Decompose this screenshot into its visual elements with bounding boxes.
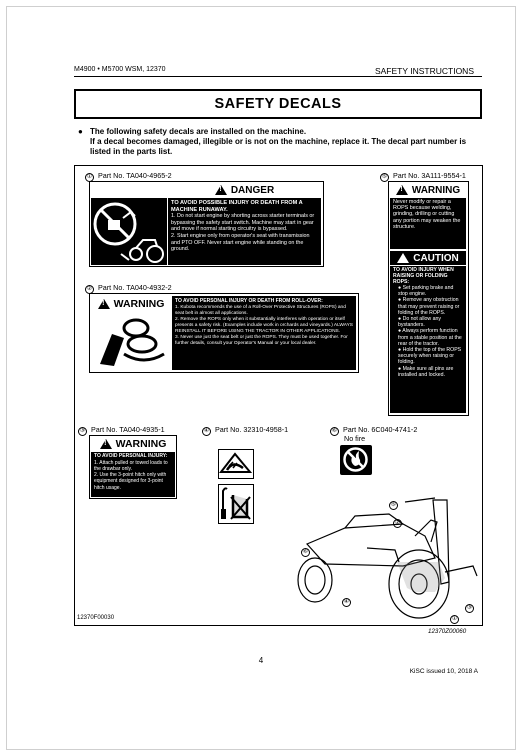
caution-item: ● Hold the top of the ROPS securely when raising or folding.	[398, 347, 462, 366]
figure-code-left: 12370F00030	[77, 615, 115, 621]
caution-item: ● Always perform function from a stable position at the rear of the tractor.	[398, 328, 462, 347]
no-fire-icon	[341, 446, 370, 473]
decal-2-signal: ! WARNING	[92, 297, 170, 311]
decal-1-number: ①	[86, 174, 93, 180]
decal-6-number: ⑥	[331, 428, 338, 434]
header-left: M4900 • M5700 WSM, 12370	[74, 66, 166, 73]
caution-item: ● Remove any obstruction that may prevent raising or folding of the ROPS.	[398, 297, 460, 316]
intro-line2: If a decal becomes damaged, illegible or is not on the machine, replace it. The decal part number is listed in the parts list.	[90, 137, 467, 156]
decal-3-signal: ! WARNING	[91, 437, 175, 451]
decal-2-text: TO AVOID PERSONAL INJURY OR DEATH FROM ROLL-OVER: 1. Kubota recommends the use of a Roll-Over Protective Structures (ROPS) and seat belt in almost all applications. 2. Remove the ROPS only when it substantially interferes with operation or itself presents a safety risk. (Examples include work in orchards and vineyards.) ALWAYS REINSTALL IT BEFORE USING THE TRACTOR IN OTHER APPLICATIONS. 3. Never use just the seat belt or just the ROPS. They must be used together. For further details, consult your Operator's Manual or your local dealer.	[172, 296, 356, 370]
decal-3-text: TO AVOID PERSONAL INJURY: 1. Attach pulled or towed loads to the drawbar only. 2. Use the 3-point hitch only with equipment designed for 3-point hitch usage.	[91, 452, 175, 497]
warning-triangle-icon	[98, 299, 110, 309]
decal-4-hand-hazard	[218, 449, 254, 479]
figure-code-right: 12370Z00060	[428, 628, 467, 635]
decal-1-pictogram	[91, 198, 167, 265]
diagram-callout-3: ③	[466, 605, 473, 611]
decal-2-number: ②	[86, 286, 93, 292]
warning-triangle-icon	[100, 439, 112, 449]
caution-item: ● Set parking brake and stop engine.	[398, 285, 454, 298]
decal-5-signal2: ! CAUTION	[390, 251, 466, 265]
decal-5-caution-text: TO AVOID INJURY WHEN RAISING OR FOLDING ROPS: ● Set parking brake and stop engine. ● Remove any obstruction that may prevent raising or folding of the ROPS. ● Do not allow any bystanders. ● Always perform function from a stable position at the rear of the tractor. ● Hold the top of the ROPS securely when raising or folding. ● Make sure all pins are installed and locked.	[390, 266, 466, 413]
diagram-callout-6: ⑥	[302, 549, 309, 555]
decal-6-no-fire	[340, 445, 372, 475]
decal-panel	[74, 165, 483, 626]
no-touch-hot-icon	[219, 485, 252, 522]
decal-4-partno: ④ Part No. 32310-4958-1	[203, 425, 289, 434]
decal-3-partno: ③ Part No. TA040-4935-1	[79, 425, 165, 434]
decal-4-number: ④	[203, 428, 210, 434]
warning-triangle-icon	[396, 185, 408, 195]
decal-5-number: ⑤	[381, 174, 388, 180]
decal-5-warning-text: Never modify or repair a ROPS because welding, grinding, drilling or cutting any portion may weaken the structure.	[390, 198, 466, 249]
decal-6-note: No fire	[344, 434, 366, 443]
caution-item: ● Make sure all pins are installed and locked.	[398, 365, 454, 378]
caution-triangle-icon	[397, 253, 409, 263]
no-short-start-icon	[91, 198, 167, 265]
decal-6-partno: ⑥ Part No. 6C040-4741-2	[331, 425, 418, 434]
diagram-callout-4: ④	[343, 599, 350, 605]
tractor-diagram	[285, 492, 481, 624]
page-title: SAFETY DECALS	[74, 89, 482, 119]
decal-2-pictogram	[94, 314, 168, 370]
hand-crush-icon	[219, 450, 252, 477]
intro	[78, 127, 482, 157]
issued-note: KiSC issued 10, 2018 A	[409, 668, 478, 675]
intro-line1: The following safety decals are installed on the machine.	[90, 127, 307, 136]
decal-3-warning	[89, 435, 177, 499]
rops-seatbelt-icon	[94, 314, 168, 370]
decal-2-warning	[89, 293, 359, 373]
intro-bullet: ●	[78, 127, 83, 136]
decal-2-partno: ② Part No. TA040-4932-2	[86, 283, 172, 292]
warning-triangle-icon	[215, 185, 227, 195]
decal-4-hot-surface	[218, 484, 254, 524]
diagram-callout-2: ②	[394, 520, 401, 526]
decal-5-partno: ⑤ Part No. 3A111-9554-1	[381, 171, 466, 180]
caution-item: ● Do not allow any bystanders.	[398, 316, 441, 329]
header-rule	[74, 76, 482, 77]
page-number: 4	[258, 656, 264, 665]
decal-1-signal: ! DANGER	[168, 184, 321, 196]
decal-1-text: TO AVOID POSSIBLE INJURY OR DEATH FROM A MACHINE RUNAWAY. 1. Do not start engine by shorting across starter terminals or bypassing the safety start switch. Machine may start in gear and move if normal starting circuitry is bypassed. 2. Start engine only from operator's seat with transmission and PTO OFF. Never start engine while standing on the ground.	[168, 198, 321, 265]
decal-3-number: ③	[79, 428, 86, 434]
header-right: SAFETY INSTRUCTIONS	[374, 66, 474, 76]
decal-1-partno: ① Part No. TA040-4965-2	[86, 171, 172, 180]
decal-5-rops	[388, 181, 469, 416]
diagram-callout-1: ①	[451, 616, 458, 622]
decal-1-danger	[89, 181, 324, 267]
decal-5-signal: ! WARNING	[390, 183, 466, 197]
diagram-callout-5: ⑤	[390, 502, 397, 508]
